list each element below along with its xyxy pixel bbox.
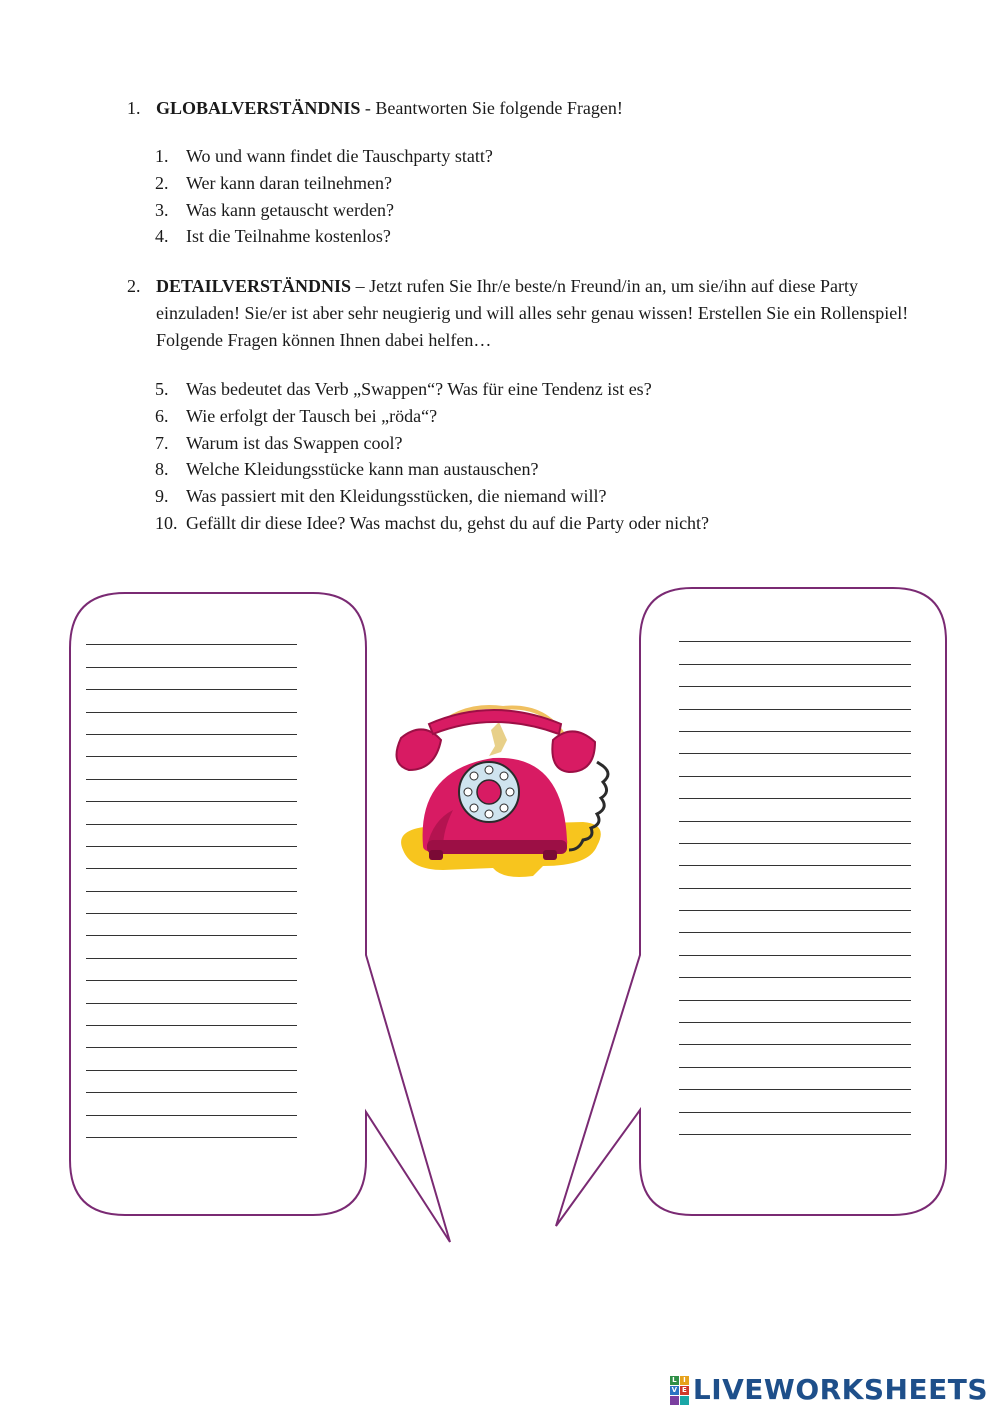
list-item: 1. Wo und wann findet die Tauschparty statt? (155, 146, 493, 166)
section-1-heading (127, 95, 927, 122)
list-item: 4. Ist die Teilnahme kostenlos? (155, 226, 391, 247)
answer-line[interactable] (679, 1113, 911, 1135)
answer-line[interactable] (679, 1023, 911, 1045)
answer-line[interactable] (679, 687, 911, 709)
answer-line[interactable] (679, 799, 911, 821)
answer-line[interactable] (86, 802, 297, 824)
answer-line[interactable] (86, 645, 297, 667)
answer-line[interactable] (679, 978, 911, 1000)
answer-line[interactable] (86, 1093, 297, 1115)
answer-line[interactable] (679, 642, 911, 664)
answer-line[interactable] (86, 1116, 297, 1138)
answer-line[interactable] (86, 981, 297, 1003)
global-question-list (155, 143, 493, 250)
list-item: 2. Wer kann daran teilnehmen? (155, 172, 392, 193)
answer-line[interactable] (86, 713, 297, 735)
answer-line[interactable] (679, 1045, 911, 1067)
section-2-instruction: – Jetzt rufen Sie Ihr/e beste/n Freund/in an, um sie/ihn auf diese Party einzuladen! Sie/er ist aber sehr neugierig und will alles sehr genau wissen! Erstellen Sie ein Rollenspiel! Folgende Fragen können Ihnen dabei helfen… (156, 276, 909, 350)
detail-question-list (155, 376, 709, 537)
list-item: 3. Was kann getauscht werden? (155, 199, 394, 220)
answer-line[interactable] (86, 936, 297, 958)
rotary-telephone-icon (383, 700, 619, 886)
list-item: 6. Wie erfolgt der Tausch bei „röda“? (155, 405, 438, 426)
answer-line[interactable] (679, 620, 911, 642)
right-answer-lines[interactable] (679, 620, 911, 1135)
answer-line[interactable] (679, 844, 911, 866)
logo-wordmark: LIVEWORKSHEETS (692, 1373, 988, 1406)
answer-line[interactable] (86, 668, 297, 690)
answer-line[interactable] (86, 735, 297, 757)
section-1-instruction: - Beantworten Sie folgende Fragen! (360, 98, 623, 118)
answer-line[interactable] (679, 1068, 911, 1090)
answer-line[interactable] (86, 892, 297, 914)
logo-mark-tile: L (670, 1376, 679, 1385)
logo-mark-tile (680, 1396, 689, 1405)
section-1-title: GLOBALVERSTÄNDNIS (156, 98, 361, 118)
answer-line[interactable] (86, 1026, 297, 1048)
list-item: 5. Was bedeutet das Verb „Swappen“? Was für eine Tendenz ist es? (155, 379, 652, 399)
answer-line[interactable] (679, 822, 911, 844)
logo-mark-tile (670, 1396, 679, 1405)
logo-mark-tile: I (680, 1376, 689, 1385)
answer-line[interactable] (86, 847, 297, 869)
answer-line[interactable] (679, 866, 911, 888)
logo-mark-tile: E (680, 1386, 689, 1395)
answer-line[interactable] (86, 869, 297, 891)
answer-line[interactable] (86, 959, 297, 981)
answer-line[interactable] (679, 732, 911, 754)
answer-line[interactable] (679, 956, 911, 978)
answer-line[interactable] (679, 777, 911, 799)
answer-line[interactable] (86, 825, 297, 847)
answer-line[interactable] (679, 710, 911, 732)
answer-line[interactable] (86, 623, 297, 645)
answer-line[interactable] (86, 914, 297, 936)
answer-line[interactable] (86, 1071, 297, 1093)
answer-line[interactable] (86, 780, 297, 802)
left-answer-lines[interactable] (86, 623, 297, 1138)
liveworksheets-logo (670, 1372, 988, 1408)
answer-line[interactable] (679, 889, 911, 911)
answer-line[interactable] (86, 690, 297, 712)
answer-line[interactable] (86, 757, 297, 779)
section-2-number: 2. (127, 276, 141, 296)
list-item: 9. Was passiert mit den Kleidungsstücken, die niemand will? (155, 486, 607, 507)
answer-line[interactable] (679, 1090, 911, 1112)
list-item: 10. Gefällt dir diese Idee? Was machst du, gehst du auf die Party oder nicht? (155, 512, 710, 533)
answer-line[interactable] (679, 665, 911, 687)
logo-mark-tile: V (671, 1385, 678, 1394)
answer-line[interactable] (679, 1001, 911, 1023)
list-item: 8. Welche Kleidungsstücke kann man austauschen? (155, 459, 539, 480)
section-2-heading (127, 273, 927, 354)
answer-line[interactable] (86, 1004, 297, 1026)
section-1-number: 1. (127, 98, 141, 118)
answer-line[interactable] (86, 1048, 297, 1070)
list-item: 7. Warum ist das Swappen cool? (155, 432, 403, 453)
answer-line[interactable] (679, 754, 911, 776)
answer-line[interactable] (679, 911, 911, 933)
answer-line[interactable] (679, 933, 911, 955)
section-2-title: DETAILVERSTÄNDNIS (156, 276, 352, 296)
logo-mark-icon (670, 1376, 689, 1405)
